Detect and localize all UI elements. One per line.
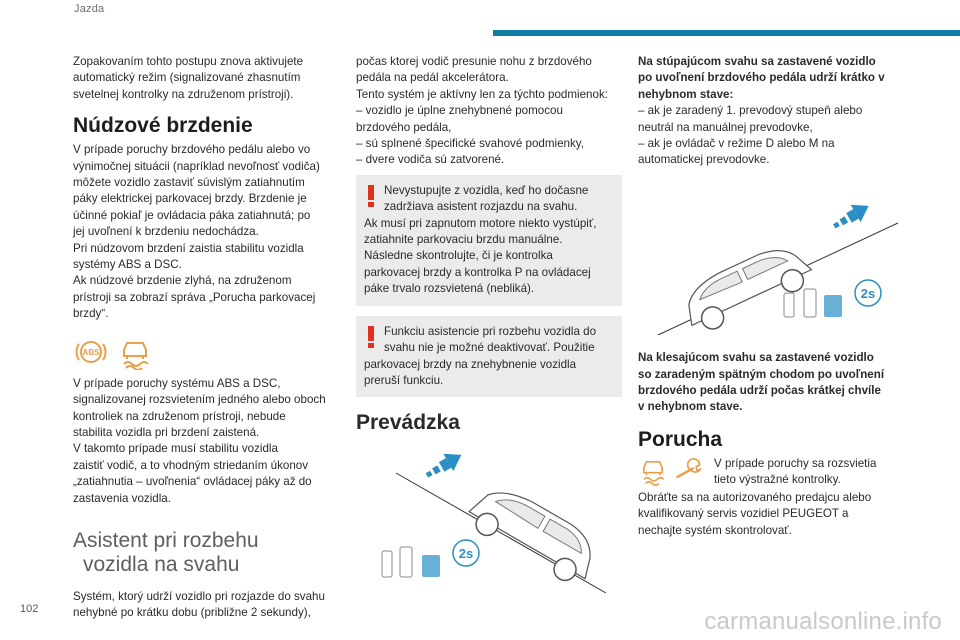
fault-intro: V prípade poruchy sa rozsvietia tieto výstražné kontrolky.: [714, 456, 877, 487]
uphill-conditions: – ak je zaradený 1. prevodový stupeň alebo neutrál na manuálnej prevodovke, – ak je ovládač v režime D alebo M na automatickej prevodovke.: [638, 104, 863, 167]
heading-fault: Porucha: [638, 427, 723, 451]
motion-arrow-icon: [422, 447, 467, 484]
warning-box-exit-vehicle: Nevystupujte z vozidla, keď ho dočasne zadržiava asistent rozjazdu na svahu. Ak musí pri zapnutom motore niekto vystúpiť, zatiahnite parkovaciu brzdu manuálne. Následne skontrolujte, či je kontrolka parkovacej brzdy a kontrolka P na ovládacej páke trvalo rozsvietená (nebliká).: [356, 175, 622, 306]
svg-text:ABS: ABS: [82, 347, 100, 357]
wrench-icon: [674, 456, 708, 486]
uphill-bold-paragraph: Na stúpajúcom svahu sa zastavené vozidlo po uvoľnení brzdového pedála udrží krátko v nehybnom stave:: [638, 55, 885, 101]
pedals-icon: [382, 547, 440, 577]
warning-box-deactivation: Funkciu asistencie pri rozbehu vozidla do svahu nie je možné deaktivovať. Použitie parkovacej brzdy na znehybnenie vozidla preruší funkciu.: [356, 316, 622, 398]
hill-start-paragraph: Systém, ktorý udrží vozidlo pri rozjazde do svahu nehybné po krátku dobu (približne 2 sekundy),: [73, 589, 325, 620]
emergency-paragraph: V prípade poruchy brzdového pedálu alebo vo výnimočnej situácii (napríklad nevoľnosť vodiča) môžete vozidlo zastaviť súvislým zatiahnutím páky elektrickej parkovacej brzdy. Brzdenie je účinné pokiaľ je ovládacia páka zatiahnutá; po jej uvoľnení k brzdeniu nedochádza. Pri núdzovom brzdení zaistia stabilitu vozidla systémy ABS a DSC. Ak núdzové brzdenie zlyhá, na združenom prístroji sa zobrazí správa „Porucha parkovacej brzdy“.: [73, 143, 320, 321]
column-1: [73, 54, 337, 622]
downhill-car-illustration: [356, 443, 622, 593]
column-3: [638, 54, 904, 539]
header-accent-bar: [493, 30, 960, 36]
abs-failure-paragraph: V prípade poruchy systému ABS a DSC, signalizovanej rozsvietením jedného alebo oboch kontroliek na združenom prístroji, nebude stabilita vozidla pri brzdení zaistená. V takomto prípade musí stabilitu vozidla zaistiť vodič, a to vhodným striedaním úkonov „zatiahnutia – uvoľnenia“ ovládacej páky až do zastavenia vozidla.: [73, 376, 326, 505]
fault-lamps-row: [638, 456, 904, 488]
column-2: [356, 54, 622, 599]
warning-exclamation-icon: [364, 184, 378, 208]
page-number: 102: [20, 603, 39, 615]
pedals-icon: [784, 289, 842, 317]
downhill-bold-paragraph: Na klesajúcom svahu sa zastavené vozidlo so zaradeným spätným chodom po uvoľnení brzdového pedála udrží počas krátkej chvíle v nehybnom stave.: [638, 351, 885, 414]
watermark: carmanualsonline.info: [704, 608, 942, 635]
heading-operation: Prevádzka: [356, 411, 460, 435]
intro-paragraph: Zopakovaním tohto postupu znova aktivujete automatický režim (signalizované zhasnutím svetelnej kontrolky na združenom prístroji).: [73, 55, 304, 101]
warning-lamps-row: [73, 334, 337, 370]
conditions-paragraph: počas ktorej vodič presunie nohu z brzdového pedála na pedál akcelerátora. Tento systém je aktívny len za týchto podmienok: – vozidlo je úplne znehybnené pomocou brzdového pedála, – sú splnené špecifické svahové podmienky, – dvere vodiča sú zatvorené.: [356, 55, 608, 167]
stability-control-icon: [117, 334, 153, 370]
uphill-car-illustration: [638, 193, 904, 335]
header-title: Jazda: [74, 3, 105, 15]
warning-exclamation-icon: [364, 325, 378, 349]
heading-hill-start-assist: Asistent pri rozbehu vozidla na svahu: [73, 528, 259, 576]
motion-arrow-icon: [829, 197, 874, 234]
svg-text:2s: 2s: [458, 546, 474, 562]
fault-paragraph: Obráťte sa na autorizovaného predajcu alebo kvalifikovaný servis vozidiel PEUGEOT a nechajte systém skontrolovať.: [638, 490, 872, 537]
stability-control-icon: [638, 456, 668, 486]
abs-warning-icon: [73, 334, 109, 370]
heading-emergency-braking: Núdzové brzdenie: [73, 114, 253, 138]
svg-text:2s: 2s: [860, 285, 876, 301]
